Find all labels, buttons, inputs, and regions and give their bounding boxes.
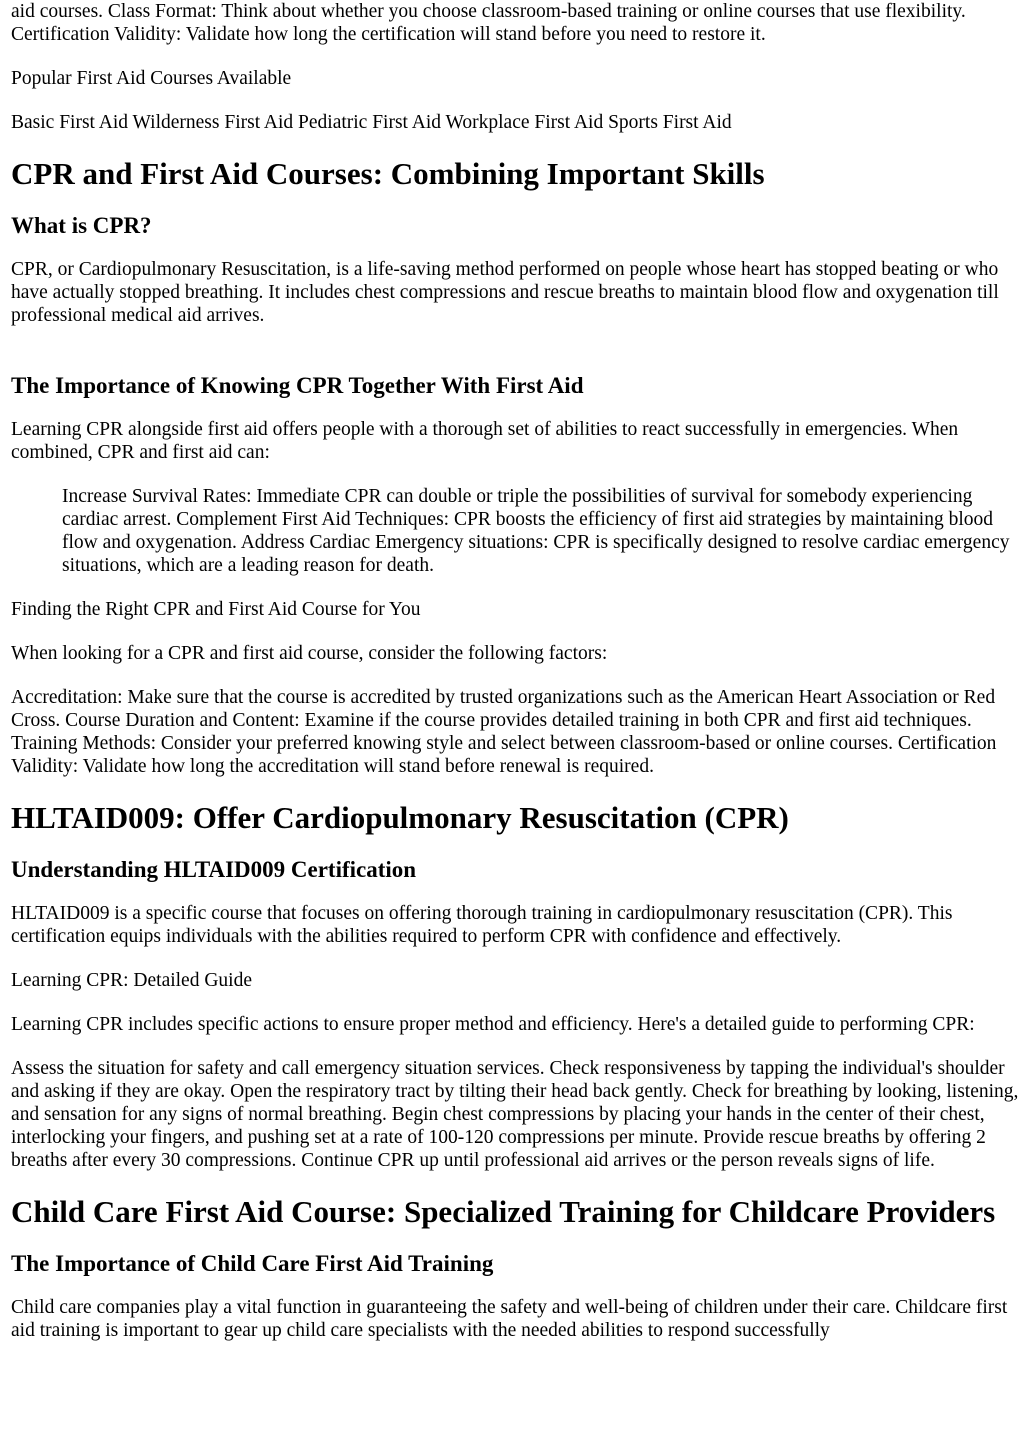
paragraph-cpr-definition: CPR, or Cardiopulmonary Resuscitation, is a life-saving method performed on people whose heart has stopped beating or who have actually stopped breathing. It includes chest compressions and rescue breaths to maintain blood flow and oxygenation till professional medical aid arrives. [11,259,999,326]
paragraph-child-care: Child care companies play a vital function in guaranteeing the safety and well-being of children under their care. Childcare first aid training is important to gear up child care specialists with the needed abilities to respond successfully [11,1297,1008,1341]
heading-what-is-cpr: What is CPR? [11,213,152,238]
heading-importance-child-care: The Importance of Child Care First Aid Training [11,1251,494,1276]
blockquote-benefits-text: Increase Survival Rates: Immediate CPR can double or triple the possibilities of survival for somebody experiencing cardiac arrest. Complement First Aid Techniques: CPR boosts the efficiency of first aid strategies by maintaining blood flow and oxygenation. Address Cardiac Emergency situations: CPR is specifically designed to resolve cardiac emergency situations, which are a leading reason for death. [62,486,1010,576]
paragraph-finding-course: Finding the Right CPR and First Aid Course for You [11,599,421,620]
paragraph-hltaid009: HLTAID009 is a specific course that focuses on offering thorough training in cardiopulmonary resuscitation (CPR). This certification equips individuals with the abilities required to perform CPR with confidence and effectively. [11,903,953,947]
heading-child-care: Child Care First Aid Course: Specialized Training for Childcare Providers [11,1194,996,1229]
popular-courses-list: Basic First Aid Wilderness First Aid Pediatric First Aid Workplace First Aid Sports First Aid [11,112,732,133]
heading-cpr-first-aid: CPR and First Aid Courses: Combining Important Skills [11,156,765,191]
paragraph-looking-for: When looking for a CPR and first aid course, consider the following factors: [11,643,608,664]
paragraph-fragment-top: aid courses. Class Format: Think about whether you choose classroom-based training or online courses that use flexibility. Certification Validity: Validate how long the certification will stand before you need to restore it. [11,1,966,45]
heading-understanding-hltaid009: Understanding HLTAID009 Certification [11,857,417,882]
heading-importance-cpr: The Importance of Knowing CPR Together With First Aid [11,373,584,398]
blockquote-benefits [62,485,1021,577]
heading-hltaid009: HLTAID009: Offer Cardiopulmonary Resuscitation (CPR) [11,800,789,835]
paragraph-learning-includes: Learning CPR includes specific actions to ensure proper method and efficiency. Here's a detailed guide to performing CPR: [11,1014,975,1035]
paragraph-learning-cpr: Learning CPR alongside first aid offers people with a thorough set of abilities to react successfully in emergencies. When combined, CPR and first aid can: [11,419,959,463]
paragraph-cpr-steps: Assess the situation for safety and call emergency situation services. Check responsiveness by tapping the individual's shoulder and asking if they are okay. Open the respiratory tract by tilting their head back gently. Check for breathing by looking, listening, and sensation for any signs of normal breathing. Begin chest compressions by placing your hands in the center of their chest, interlocking your fingers, and pushing set at a rate of 100-120 compressions per minute. Provide rescue breaths by offering 2 breaths after every 30 compressions. Continue CPR up until professional aid arrives or the person reveals signs of life. [11,1058,1019,1171]
paragraph-learning-guide: Learning CPR: Detailed Guide [11,970,252,991]
popular-courses-heading: Popular First Aid Courses Available [11,68,292,89]
paragraph-factors: Accreditation: Make sure that the course is accredited by trusted organizations such as the American Heart Association or Red Cross. Course Duration and Content: Examine if the course provides detailed training in both CPR and first aid techniques. Training Methods: Consider your preferred knowing style and select between classroom-based or online courses. Certification Validity: Validate how long the accreditation will stand before renewal is required. [11,687,997,777]
